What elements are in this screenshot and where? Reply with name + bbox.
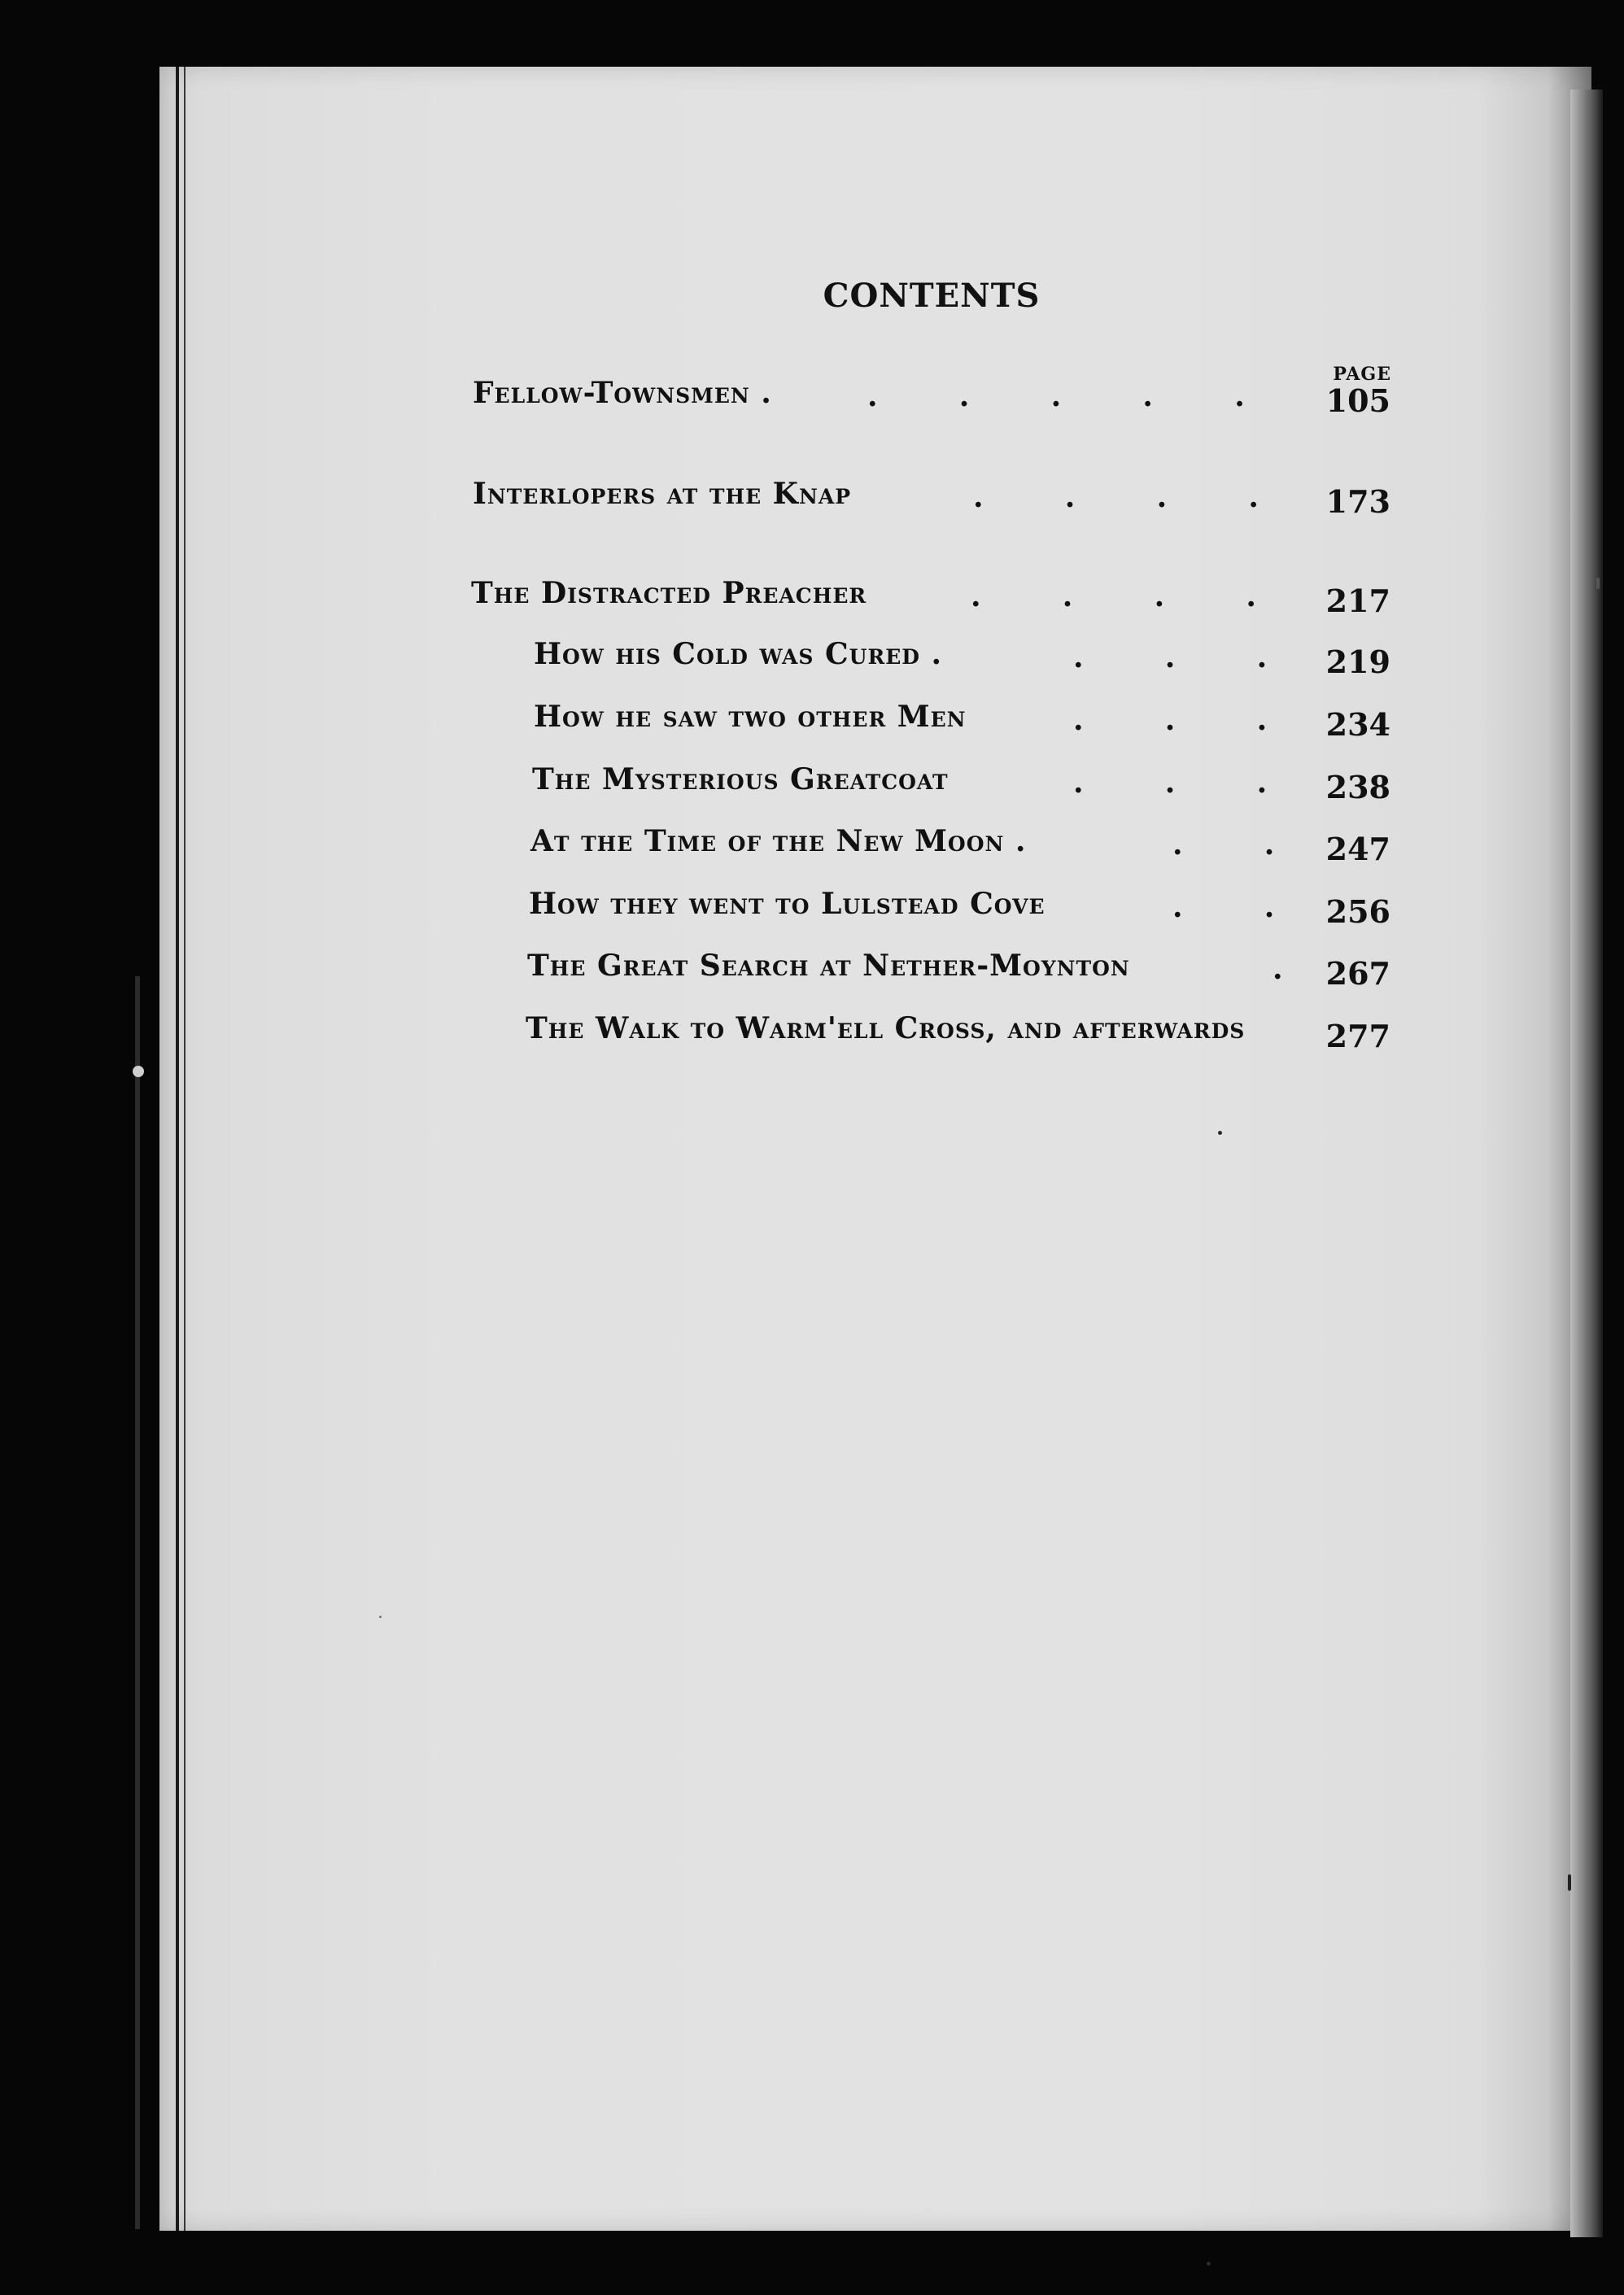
toc-entry-title: The Distracted Preacher bbox=[471, 576, 867, 610]
leader-dots: . . bbox=[1172, 890, 1275, 924]
toc-entry-title: The Walk to Warm'ell Cross, and afterwards bbox=[526, 1011, 1246, 1045]
toc-entry-title: Interlopers at the Knap bbox=[473, 477, 852, 511]
toc-entry bbox=[1, 637, 1392, 683]
toc-entry-page: 217 bbox=[1325, 582, 1390, 619]
page-column-label: PAGE bbox=[1333, 364, 1391, 385]
page-edge bbox=[1570, 89, 1603, 2237]
toc-entry-page: 277 bbox=[1325, 1018, 1390, 1054]
toc-entry-title: Fellow-Townsmen . bbox=[473, 376, 772, 410]
toc-entry-page: 238 bbox=[1325, 769, 1390, 805]
toc-entry-title: How they went to Lulstead Cove bbox=[529, 887, 1046, 921]
leader-dots: . . . . . bbox=[867, 379, 1245, 413]
toc-entry-title: How he saw two other Men bbox=[534, 700, 967, 734]
toc-entry-title: At the Time of the New Moon . bbox=[530, 824, 1027, 858]
leader-dots: . . . bbox=[1073, 640, 1268, 674]
toc-entry bbox=[1, 1011, 1392, 1057]
toc-entry-title: The Great Search at Nether-Moynton bbox=[527, 949, 1130, 983]
leader-dots: . bbox=[1273, 952, 1283, 986]
scan-speck bbox=[133, 1066, 144, 1077]
toc-entry bbox=[1, 887, 1392, 932]
toc-entry bbox=[1, 477, 1392, 522]
toc-entry bbox=[1, 700, 1392, 745]
leader-dots: . . . . bbox=[973, 480, 1259, 514]
toc-entry bbox=[1, 824, 1392, 870]
toc-entry bbox=[1, 762, 1392, 808]
scan-speck bbox=[1218, 1131, 1222, 1135]
toc-entry-page: 247 bbox=[1325, 831, 1390, 867]
leader-dots: . . . bbox=[1073, 766, 1268, 800]
contents-heading: CONTENTS bbox=[823, 277, 1041, 315]
toc-entry bbox=[1, 376, 1392, 421]
toc-entry-page: 105 bbox=[1325, 382, 1390, 419]
scan-speck bbox=[1596, 578, 1600, 589]
toc-entry-title: How his Cold was Cured . bbox=[534, 637, 943, 671]
toc-entry bbox=[1, 949, 1392, 994]
leader-dots: . . . . bbox=[971, 579, 1256, 613]
leader-dots: . . bbox=[1172, 827, 1275, 862]
scan-speck bbox=[379, 1616, 382, 1618]
scan-speck bbox=[1207, 2262, 1211, 2266]
toc-entry-page: 267 bbox=[1325, 955, 1390, 992]
toc-entry bbox=[1, 576, 1392, 622]
toc-entry-page: 219 bbox=[1325, 644, 1390, 680]
toc-entry-title: The Mysterious Greatcoat bbox=[532, 762, 949, 796]
toc-entry-page: 234 bbox=[1325, 706, 1390, 743]
leader-dots: . . . bbox=[1073, 703, 1268, 737]
binding-line bbox=[135, 976, 140, 2229]
toc-entry-page: 256 bbox=[1325, 893, 1390, 930]
scan-speck bbox=[1568, 1874, 1571, 1891]
toc-entry-page: 173 bbox=[1325, 483, 1390, 520]
